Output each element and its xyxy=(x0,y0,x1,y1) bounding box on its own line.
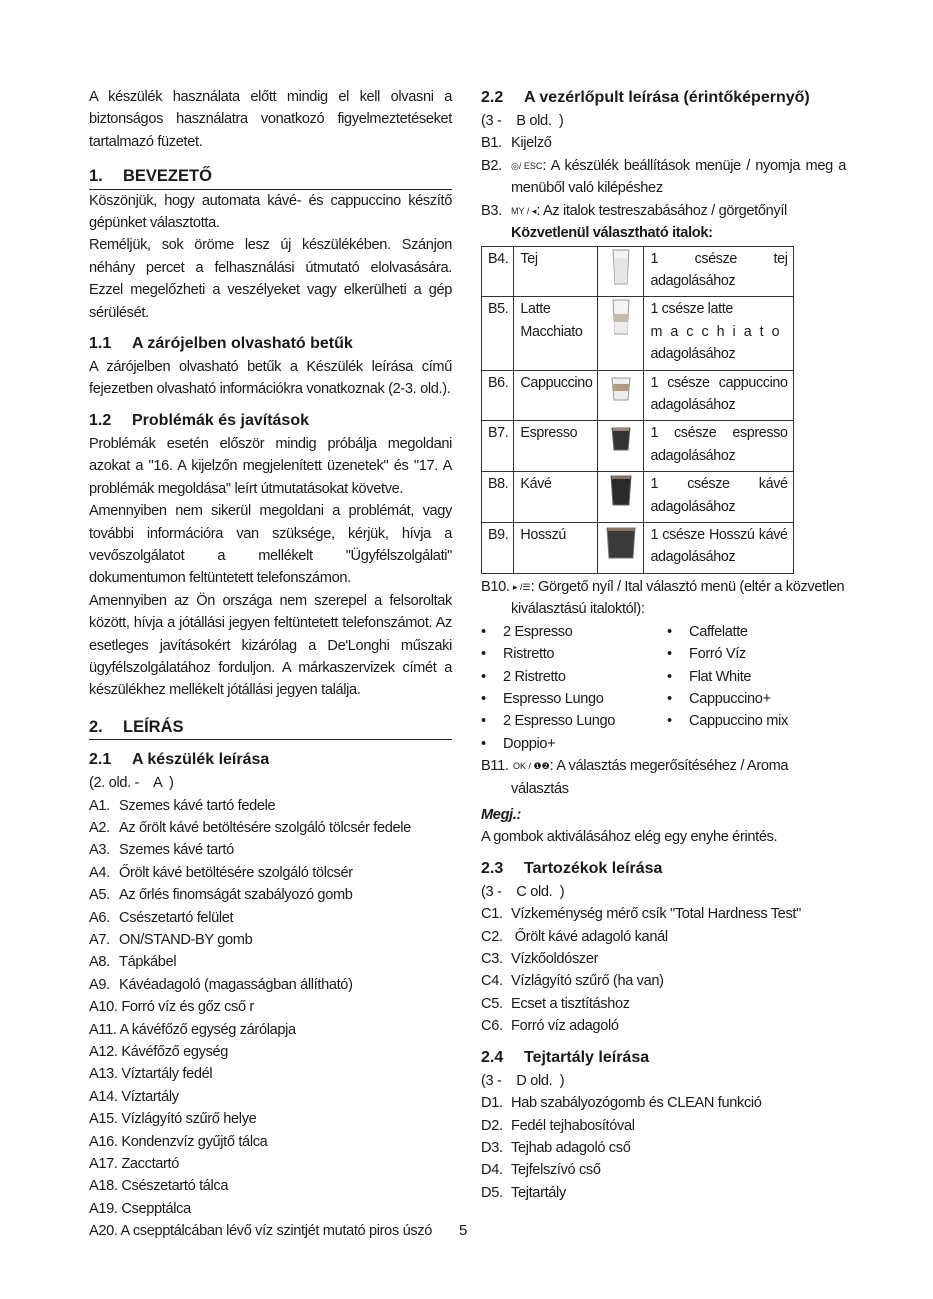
item-key: A20. xyxy=(89,1223,118,1240)
item-text: : Görgető nyíl / Ital választó menü (eltér a közvetlen kiválasztású italoktól): xyxy=(511,578,845,618)
item-text: Szemes kávé tartó fedele xyxy=(119,797,276,814)
list-item: • 2 Espresso xyxy=(481,621,667,643)
list-item: • Cappuccino+ xyxy=(667,688,847,710)
list-item xyxy=(481,200,846,222)
heading-title: Problémák és javítások xyxy=(132,411,309,429)
list-item xyxy=(89,951,452,973)
item-text: : A készülék beállítások menüje / nyomja meg a menüből való kilépéshez xyxy=(511,157,846,197)
list-item: • Cappuccino mix xyxy=(667,710,847,732)
item-text: Víztartály fedél xyxy=(121,1066,213,1083)
drink-description: 1 csésze tej adagolásához xyxy=(644,246,793,297)
heading-title: Tartozékok leírása xyxy=(524,859,663,877)
list-item: • Ristretto xyxy=(481,643,667,665)
item-key: A5. xyxy=(89,887,110,904)
item-key: B3. xyxy=(481,202,502,219)
settings-esc-icon: ◎/ ESC xyxy=(511,160,543,171)
drink-name: Tej xyxy=(514,246,598,297)
list-item xyxy=(481,970,846,992)
drink-name: Espresso xyxy=(514,421,598,472)
item-text: Szemes kávé tartó xyxy=(119,842,234,859)
item-text: Forró víz és gőz cső r xyxy=(121,999,254,1016)
item-text: Tejfelszívó cső xyxy=(511,1162,601,1179)
item-key: C3. xyxy=(481,951,503,968)
milk-glass-icon xyxy=(598,246,644,297)
heading-title: BEVEZETŐ xyxy=(123,167,212,186)
item-text: Ecset a tisztításhoz xyxy=(511,995,630,1012)
paragraph: Reméljük, sok öröme lesz új készülékében. Szánjon néhány percet a felhasználási útmutató elolvasására. Ezzel megelőzheti a veszélyeket vagy elkerülheti a gép sérülését. xyxy=(89,237,452,321)
list-item: • Doppio+ xyxy=(481,733,667,755)
heading-number: 2.4 xyxy=(481,1048,504,1066)
item-key: A15. xyxy=(89,1111,118,1128)
item-text: Zacctartó xyxy=(121,1156,180,1173)
long-coffee-mug-icon xyxy=(598,523,644,574)
drink-name: Latte Macchiato xyxy=(514,297,598,370)
note-title: Megj.: xyxy=(481,807,522,824)
item-key: A17. xyxy=(89,1156,118,1173)
list-item xyxy=(481,1137,846,1159)
drink-description-line: 1 csésze latte xyxy=(650,301,733,318)
heading-number: 1.1 xyxy=(89,335,112,353)
table-row xyxy=(482,370,794,421)
paragraph: A zárójelben olvasható betűk a Készülék leírása című fejezetben olvasható információkra vonatkoznak (2-3. old.). xyxy=(89,359,452,398)
list-item: • Caffelatte xyxy=(667,621,847,643)
item-key: A10. xyxy=(89,999,118,1016)
heading-title: A zárójelben olvasható betűk xyxy=(132,335,353,353)
item-key: C2. xyxy=(481,928,503,945)
list-item xyxy=(89,1198,452,1220)
item-text: Csészetartó felület xyxy=(119,909,234,926)
item-key: A9. xyxy=(89,976,110,993)
table-row xyxy=(482,421,794,472)
list-item xyxy=(89,1108,452,1130)
item-key: B1. xyxy=(481,135,502,152)
item-text: Vízkőoldószer xyxy=(511,951,599,968)
item-key: A6. xyxy=(89,909,110,926)
list-item xyxy=(89,1041,452,1063)
list-item xyxy=(89,817,452,839)
note-text: A gombok aktiválásához elég egy enyhe érintés. xyxy=(481,829,778,846)
drink-code: B6. xyxy=(482,370,514,421)
drinks-table xyxy=(481,246,794,574)
item-key: A16. xyxy=(89,1133,118,1150)
drink-description: 1 csésze kávé adagolásához xyxy=(644,472,793,523)
direct-drinks-title: Közvetlenül választható italok: xyxy=(511,225,713,242)
list-item: • 2 Ristretto xyxy=(481,666,667,688)
list-item xyxy=(89,1019,452,1041)
item-key: C1. xyxy=(481,906,503,923)
paragraph: Amennyiben nem sikerül megoldani a problémát, vagy további információra van szüksége, kérjük, hívja a vevőszolgálatot a mellékelt "Ügyfélszolgálati" dokumentumon feltüntetett telefonszámon. xyxy=(89,503,452,587)
drink-code: B9. xyxy=(482,523,514,574)
my-scroll-icon: MY / ◂ xyxy=(511,205,537,216)
item-key: D3. xyxy=(481,1139,503,1156)
item-text: Vízlágyító szűrő (ha van) xyxy=(511,973,664,990)
item-text: Kávéfőző egység xyxy=(121,1044,229,1061)
drink-code: B5. xyxy=(482,297,514,370)
item-text: : A választás megerősítéséhez / Aroma választás xyxy=(511,758,789,797)
drink-name: Kávé xyxy=(514,472,598,523)
heading-1 xyxy=(89,165,452,189)
item-text: Vízkeménység mérő csík "Total Hardness Test" xyxy=(511,906,801,923)
drink-description xyxy=(644,297,793,370)
list-item xyxy=(89,974,452,996)
list-item xyxy=(481,576,846,621)
list-item xyxy=(89,1220,452,1242)
heading-title: A vezérlőpult leírása (érintőképernyő) xyxy=(524,89,810,106)
list-item xyxy=(481,948,846,970)
heading-number: 1. xyxy=(89,167,103,186)
heading-title: Tejtartály leírása xyxy=(524,1048,650,1066)
item-key: A18. xyxy=(89,1178,118,1195)
list-item xyxy=(481,132,846,154)
item-text: Kijelző xyxy=(511,135,552,152)
drink-menu-list xyxy=(481,621,846,755)
page-reference: (3 - C old. ) xyxy=(481,883,565,900)
drink-description: 1 csésze espresso adagolásához xyxy=(644,421,793,472)
left-column xyxy=(89,86,452,1243)
page-reference: (2. old. - A ) xyxy=(89,775,174,792)
list-item xyxy=(481,155,846,200)
drink-name: Cappuccino xyxy=(514,370,598,421)
drink-description-line: macchiato xyxy=(650,323,788,340)
drink-description-line: adagolásához xyxy=(650,346,736,363)
list-item xyxy=(89,1063,452,1085)
item-key: C5. xyxy=(481,995,503,1012)
item-key: A19. xyxy=(89,1200,118,1217)
right-column xyxy=(481,86,846,1204)
scroll-menu-icon: ▸ /☰ xyxy=(513,581,531,592)
item-text: Hab szabályozógomb és CLEAN funkció xyxy=(511,1095,762,1112)
paragraph: Köszönjük, hogy automata kávé- és cappuccino készítő gépünket választotta. xyxy=(89,192,452,232)
item-text: Víztartály xyxy=(121,1088,179,1105)
item-text: Tejhab adagoló cső xyxy=(511,1139,631,1156)
item-key: A12. xyxy=(89,1044,118,1061)
list-item xyxy=(89,929,452,951)
heading-1-1 xyxy=(89,332,452,356)
drink-description: 1 csésze cappuccino adagolásához xyxy=(644,370,793,421)
item-text: A csepptálcában lévő víz szintjét mutató piros úszó xyxy=(120,1223,433,1240)
list-item xyxy=(89,795,452,817)
item-text: : Az italok testreszabásához / görgetőnyíl xyxy=(536,202,787,219)
list-item xyxy=(481,1015,846,1037)
list-item xyxy=(481,755,846,800)
heading-2-4 xyxy=(481,1046,846,1070)
item-text: Kávéadagoló (magasságban állítható) xyxy=(119,976,353,993)
drink-code: B8. xyxy=(482,472,514,523)
item-key: D1. xyxy=(481,1095,503,1112)
table-row xyxy=(482,523,794,574)
cappuccino-cup-icon xyxy=(598,370,644,421)
item-text: Az őrlés finomságát szabályozó gomb xyxy=(119,887,353,904)
page-number: 5 xyxy=(459,1222,468,1239)
page-reference: (3 - D old. ) xyxy=(481,1072,565,1089)
item-text: Őrölt kávé betöltésére szolgáló tölcsér xyxy=(119,864,353,881)
list-item xyxy=(481,903,846,925)
table-row xyxy=(482,246,794,297)
list-item xyxy=(89,1086,452,1108)
heading-title: LEÍRÁS xyxy=(123,717,184,736)
list-item xyxy=(89,862,452,884)
item-key: A1. xyxy=(89,797,110,814)
drink-name: Hosszú xyxy=(514,523,598,574)
drink-code: B4. xyxy=(482,246,514,297)
item-text: Vízlágyító szűrő helye xyxy=(121,1111,257,1128)
item-key: A13. xyxy=(89,1066,118,1083)
list-item: • 2 Espresso Lungo xyxy=(481,710,667,732)
heading-2-3 xyxy=(481,857,846,881)
list-item xyxy=(481,993,846,1015)
item-key: A8. xyxy=(89,954,110,971)
item-text: ON/STAND-BY gomb xyxy=(119,932,253,948)
part-list-a xyxy=(89,795,452,1243)
list-item xyxy=(481,1182,846,1204)
item-key: A14. xyxy=(89,1088,118,1105)
paragraph: Amennyiben az Ön országa nem szerepel a felsoroltak között, hívja a jótállási jegyen feltüntetett telefonszámot. Az esetleges javításokért kizárólag a De'Longhi műszaki ügyfélszolgálatához forduljon. A márkaszervizek címét a készülékhez mellékelt jótállási jegyen találja. xyxy=(89,592,452,699)
item-text: Tápkábel xyxy=(119,954,177,971)
list-item xyxy=(481,1092,846,1114)
item-key: A11. xyxy=(89,1021,117,1038)
item-text: Csészetartó tálca xyxy=(121,1178,229,1195)
item-key: C4. xyxy=(481,973,503,990)
list-item xyxy=(481,1159,846,1181)
page-reference: (3 - B old. ) xyxy=(481,113,564,129)
item-key: B2. xyxy=(481,157,502,174)
item-key: A4. xyxy=(89,864,110,881)
espresso-cup-icon xyxy=(598,421,644,472)
list-item xyxy=(481,1115,846,1137)
drink-code: B7. xyxy=(482,421,514,472)
item-key: A7. xyxy=(89,932,110,948)
list-item xyxy=(89,996,452,1018)
list-item: • Flat White xyxy=(667,666,847,688)
heading-number: 2. xyxy=(89,717,103,736)
heading-title: A készülék leírása xyxy=(132,751,270,769)
list-item xyxy=(89,1153,452,1175)
heading-2-2 xyxy=(481,86,846,110)
item-key: B11. xyxy=(481,758,509,775)
coffee-cup-icon xyxy=(598,472,644,523)
heading-2-1 xyxy=(89,748,452,772)
list-item xyxy=(89,1175,452,1197)
list-item xyxy=(89,839,452,861)
item-text: Csepptálca xyxy=(121,1200,191,1217)
item-key: A2. xyxy=(89,819,110,836)
item-key: A3. xyxy=(89,842,110,859)
item-key: C6. xyxy=(481,1018,503,1035)
item-text: Forró víz adagoló xyxy=(511,1018,619,1035)
table-row xyxy=(482,472,794,523)
item-text: Az őrölt kávé betöltésére szolgáló tölcsér fedele xyxy=(119,819,411,836)
heading-number: 2.1 xyxy=(89,751,112,769)
list-item xyxy=(89,1131,452,1153)
ok-aroma-icon: OK / ❶❷ xyxy=(513,761,550,772)
item-key: D4. xyxy=(481,1162,503,1179)
item-text: Tejtartály xyxy=(511,1184,566,1201)
list-item xyxy=(89,884,452,906)
item-text: Fedél tejhabosítóval xyxy=(511,1117,635,1134)
item-key: D5. xyxy=(481,1184,503,1201)
latte-glass-icon xyxy=(598,297,644,370)
list-item xyxy=(481,926,846,948)
list-item: • Espresso Lungo xyxy=(481,688,667,710)
heading-2 xyxy=(89,716,452,740)
heading-1-2 xyxy=(89,409,452,433)
table-row xyxy=(482,297,794,370)
drink-description: 1 csésze Hosszú kávé adagolásához xyxy=(644,523,793,574)
item-text: A kávéfőző egység zárólapja xyxy=(119,1021,296,1038)
item-key: D2. xyxy=(481,1117,503,1134)
heading-number: 2.2 xyxy=(481,89,504,106)
list-item: • Forró Víz xyxy=(667,643,847,665)
heading-number: 1.2 xyxy=(89,411,112,429)
item-text: Kondenzvíz gyűjtő tálca xyxy=(121,1133,268,1150)
intro-paragraph: A készülék használata előtt mindig el kell olvasni a biztonságos használatra vonatkozó figyelmeztetéseket tartalmazó füzetet. xyxy=(89,89,452,150)
item-key: B10. xyxy=(481,578,510,595)
paragraph: Problémák esetén először mindig próbálja megoldani azokat a "16. A kijelzőn megjelenített üzenetek" és "17. A problémák megoldása" leírt útmutatásokat követve. xyxy=(89,435,452,497)
item-text: Őrölt kávé adagoló kanál xyxy=(511,928,668,945)
list-item xyxy=(89,907,452,929)
heading-number: 2.3 xyxy=(481,859,504,877)
